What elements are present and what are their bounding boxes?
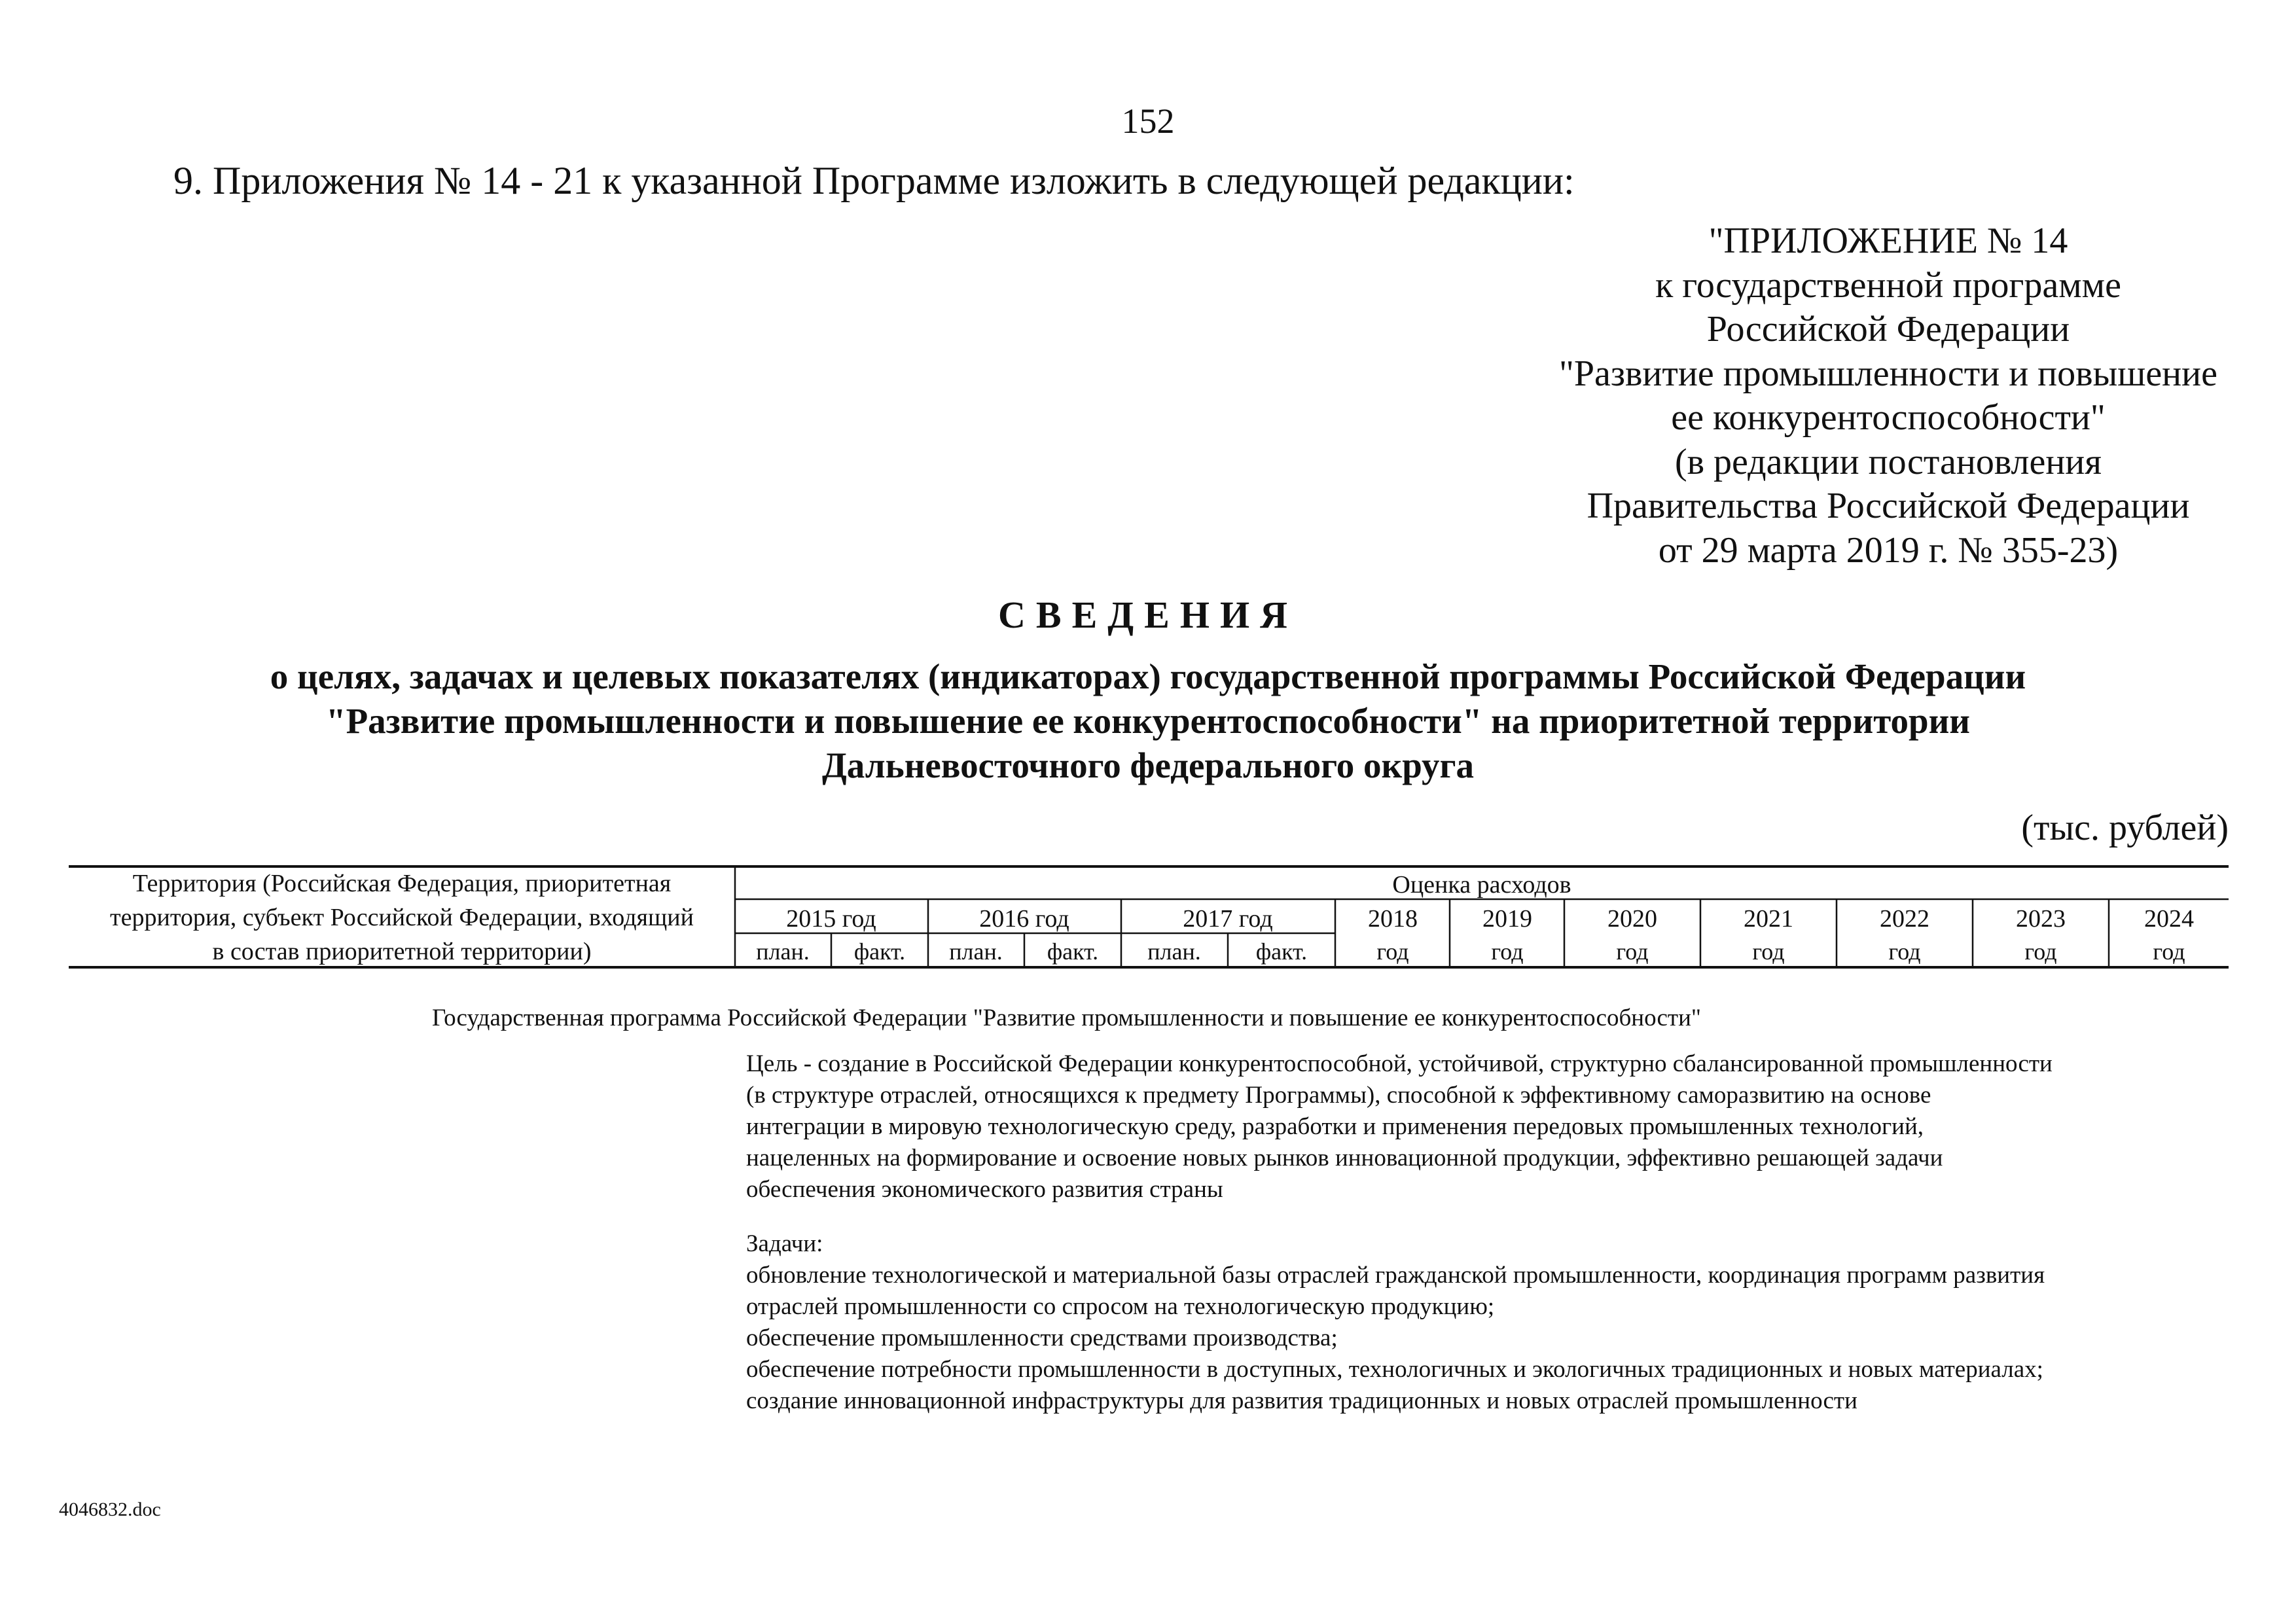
year-word: год (1888, 938, 1921, 965)
territory-header-line: территория, субъект Российской Федерации, входящий (110, 904, 694, 931)
appendix-line: Правительства Российской Федерации (1587, 486, 2190, 526)
year-word: год (2153, 938, 2185, 965)
task-line: обеспечение промышленности средствами производства; (746, 1325, 1338, 1351)
year-2021-header: 2021 (1744, 905, 1793, 933)
fact-label: факт. (1255, 938, 1308, 965)
task-line: обновление технологической и материальной базы отраслей гражданской промышленности, координация программ развития (746, 1262, 2045, 1289)
year-word: год (1491, 938, 1524, 965)
program-goal (746, 1048, 2053, 1205)
fact-label: факт. (853, 938, 906, 965)
goal-line: обеспечения экономического развития страны (746, 1176, 1223, 1203)
year-2015-header: 2015 год (786, 905, 876, 933)
plan-label: план. (1147, 938, 1201, 965)
units-label: (тыс. рублей) (2021, 808, 2229, 848)
appendix-line: от 29 марта 2019 г. № 355-23) (1658, 529, 2119, 571)
subheading-line: Дальневосточного федерального округа (821, 745, 1475, 785)
year-2017-header: 2017 год (1183, 905, 1273, 933)
plan-label: план. (949, 938, 1003, 965)
appendix-line: "Развитие промышленности и повышение (1559, 353, 2217, 394)
year-word: год (1376, 938, 1409, 965)
goal-line: Цель - создание в Российской Федерации конкурентоспособной, устойчивой, структурно сбалансированной промышленности (746, 1050, 2053, 1077)
year-2016-header: 2016 год (979, 905, 1069, 933)
appendix-line: (в редакции постановления (1674, 441, 2102, 482)
year-2020-header: 2020 (1607, 905, 1657, 933)
year-2022-header: 2022 (1880, 905, 1929, 933)
goal-line: интеграции в мировую технологическую среду, разработки и применения передовых промышленных технологий, (746, 1113, 1924, 1140)
year-word: год (2024, 938, 2057, 965)
document-heading: СВЕДЕНИЯ (998, 594, 1298, 636)
territory-header-line: Территория (Российская Федерация, приоритетная (132, 870, 672, 897)
intro-paragraph: 9. Приложения № 14 - 21 к указанной Программе изложить в следующей редакции: (173, 159, 1575, 202)
program-title: Государственная программа Российской Федерации "Развитие промышленности и повышение ее конкурентоспособности" (432, 1005, 1701, 1031)
task-line: отраслей промышленности со спросом на технологическую продукцию; (746, 1293, 1495, 1320)
document-id: 4046832.doc (59, 1499, 161, 1520)
fact-label: факт. (1047, 938, 1099, 965)
subheading-line: о целях, задачах и целевых показателях (индикаторах) государственной программы Российской Федерации (270, 656, 2026, 696)
year-2023-header: 2023 (2016, 905, 2066, 933)
page-number: 152 (1121, 101, 1175, 141)
appendix-line: ее конкурентоспособности" (1671, 397, 2106, 438)
year-word: год (1616, 938, 1649, 965)
appendix-line: к государственной программе (1655, 264, 2121, 306)
year-2018-header: 2018 (1368, 905, 1418, 933)
year-2019-header: 2019 (1482, 905, 1532, 933)
task-line: обеспечение потребности промышленности в доступных, технологичных и экологичных традиционных и новых материалах; (746, 1356, 2043, 1383)
territory-header-line: в состав приоритетной территории) (212, 938, 592, 965)
program-tasks (746, 1228, 2045, 1417)
plan-label: план. (756, 938, 810, 965)
goal-line: нацеленных на формирование и освоение новых рынков инновационной продукции, эффективно решающей задачи (746, 1145, 1943, 1171)
goal-line: (в структуре отраслей, относящихся к предмету Программы), способной к эффективному саморазвитию на основе (746, 1082, 1931, 1109)
task-line: создание инновационной инфраструктуры для развития традиционных и новых отраслей промышленности (746, 1387, 1857, 1414)
year-2024-header: 2024 (2144, 905, 2194, 933)
appendix-line: "ПРИЛОЖЕНИЕ № 14 (1708, 221, 2068, 261)
appendix-line: Российской Федерации (1706, 309, 2070, 349)
tasks-label: Задачи: (746, 1230, 823, 1257)
subheading-line: "Развитие промышленности и повышение ее конкурентоспособности" на приоритетной территории (326, 701, 1970, 741)
expenses-header: Оценка расходов (1392, 871, 1571, 899)
year-word: год (1752, 938, 1785, 965)
